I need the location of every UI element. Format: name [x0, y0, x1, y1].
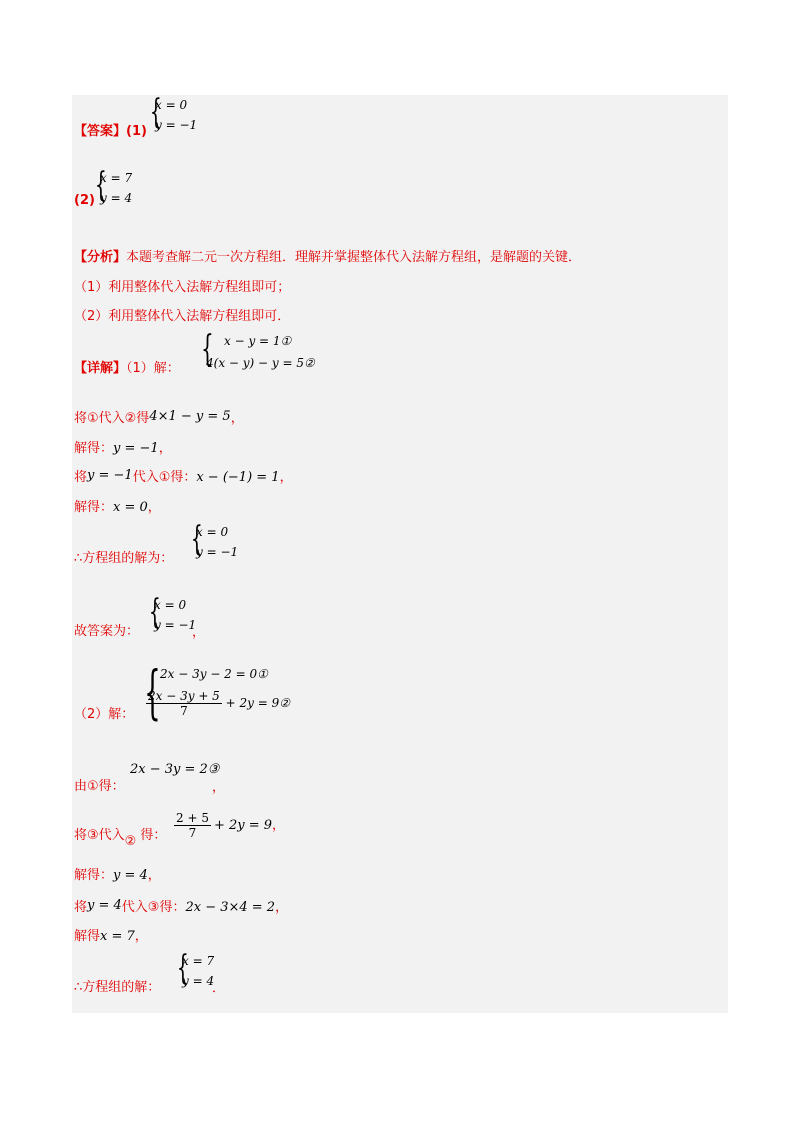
detail-part2-fraction-den: 7	[180, 704, 188, 718]
step-6-eq1: x = 0	[154, 598, 187, 612]
step-t5	[74, 925, 148, 944]
step-t5-math: x = 7	[100, 929, 135, 944]
step-2	[74, 437, 172, 456]
step-6-system	[144, 592, 224, 636]
step-t2-text-a: 将③代入	[74, 828, 125, 843]
brace-icon: {	[190, 519, 203, 559]
step-t2-text-b: 得：	[140, 828, 167, 843]
brace-icon: {	[148, 592, 161, 632]
step-t4-end: ，	[275, 900, 289, 915]
step-t4-math-b: 2x − 3×4 = 2	[185, 900, 276, 915]
step-6-end: ，	[192, 625, 206, 640]
detail-part1-eq2: 4(x − y) − y = 5②	[206, 356, 315, 370]
step-t6-text: ∴方程组的解：	[74, 980, 161, 995]
detail-part2-eq1: 2x − 3y − 2 = 0①	[160, 667, 268, 681]
step-5-eq2: y = −1	[196, 545, 239, 559]
step-t3-end: ，	[147, 868, 161, 883]
step-t4-text-b: 代入③得：	[121, 900, 186, 915]
analysis-text: 本题考查解二元一次方程组．理解并掌握整体代入法解方程组，是解题的关键．	[126, 250, 582, 265]
step-2-math: y = −1	[113, 441, 159, 456]
detail-part2-fraction	[146, 689, 222, 718]
step-t2-math	[174, 811, 285, 840]
step-t5-text: 解得	[74, 929, 101, 944]
step-t1-math	[130, 762, 219, 777]
analysis-item-1: （1）利用整体代入法解方程组即可；	[74, 280, 291, 295]
step-t6-eq1: x = 7	[182, 954, 215, 968]
detail-part1-row	[74, 357, 180, 376]
answer-part2-prefix: (2)	[74, 193, 95, 208]
brace-icon: {	[94, 165, 107, 205]
answer-part2-eq1: x = 7	[100, 171, 133, 185]
step-t4-math-a: y = 4	[87, 898, 122, 913]
step-3-end: ，	[279, 470, 293, 485]
answer-part2-eq2: y = 4	[100, 191, 133, 205]
detail-part1-system	[196, 329, 336, 374]
step-t6-end: ．	[212, 981, 226, 996]
answer-part1-eq1: x = 0	[155, 98, 188, 112]
step-5-system	[186, 519, 266, 563]
step-3-math-a: y = −1	[87, 468, 133, 483]
brace-icon: {	[144, 658, 161, 726]
step-t3	[74, 864, 161, 883]
step-t2	[74, 824, 166, 849]
analysis-label: 【分析】	[74, 250, 127, 265]
step-t6-eq2: y = 4	[182, 974, 215, 988]
detail-part2-prefix: （2）解：	[74, 707, 135, 722]
detail-part2-system	[134, 658, 294, 729]
step-4-math: x = 0	[113, 500, 148, 515]
analysis-row	[74, 246, 581, 265]
detail-part1-eq1: x − y = 1①	[224, 334, 292, 348]
step-5-text: ∴方程组的解为：	[74, 551, 174, 566]
step-5-eq1: x = 0	[196, 525, 229, 539]
step-t2-circle: ②	[124, 834, 137, 849]
step-2-text: 解得：	[74, 441, 114, 456]
step-6-eq2: y = −1	[154, 618, 197, 632]
step-t4-text-a: 将	[74, 900, 88, 915]
step-4-end: ，	[147, 500, 161, 515]
answer-part1-system	[145, 92, 225, 136]
brace-icon: {	[201, 329, 214, 370]
step-3	[74, 466, 293, 485]
brace-icon: {	[176, 948, 189, 988]
step-4	[74, 496, 161, 515]
step-6-text: 故答案为：	[74, 624, 140, 639]
step-1-text: 将①代入②得	[74, 411, 150, 426]
step-t2-fraction-den: 7	[188, 826, 197, 840]
step-t1-math-text: 2x − 3y = 2③	[130, 762, 220, 777]
step-3-math-b: x − (−1) = 1	[196, 470, 280, 485]
answer-part1-prefix: (1)	[126, 124, 147, 139]
step-t2-end: ，	[272, 818, 286, 833]
step-4-text: 解得：	[74, 500, 114, 515]
step-t1-end: ，	[212, 780, 226, 795]
step-1	[74, 407, 244, 426]
step-t2-rest: + 2y = 9	[213, 818, 273, 833]
step-2-end: ，	[158, 441, 172, 456]
detail-part2-eq2	[146, 689, 290, 718]
step-1-end: ，	[230, 411, 244, 426]
detail-part2-eq2-rest: + 2y = 9②	[225, 696, 291, 710]
step-t1-text: 由①得：	[74, 779, 125, 794]
answer-part2-system	[90, 165, 170, 209]
answer-part1-eq2: y = −1	[155, 118, 198, 132]
step-t2-fraction-num: 2 + 5	[176, 811, 209, 825]
analysis-item-2: （2）利用整体代入法解方程组即可．	[74, 309, 291, 324]
step-3-text-a: 将	[74, 470, 88, 485]
step-t3-text: 解得：	[74, 868, 114, 883]
answer-label-row	[74, 120, 147, 139]
step-t3-math: y = 4	[113, 868, 148, 883]
detail-part2-fraction-num: 2x − 3y + 5	[148, 689, 220, 703]
step-1-math: 4×1 − y = 5	[149, 409, 231, 424]
answer-label: 【答案】	[74, 124, 127, 139]
step-t5-end: ，	[134, 929, 148, 944]
brace-icon: {	[149, 92, 162, 132]
step-3-text-b: 代入①得：	[132, 470, 197, 485]
step-t2-fraction	[174, 811, 211, 840]
detail-part1-prefix: （1）解：	[126, 361, 180, 376]
detail-label: 【详解】	[74, 361, 127, 376]
step-t4	[74, 896, 288, 915]
